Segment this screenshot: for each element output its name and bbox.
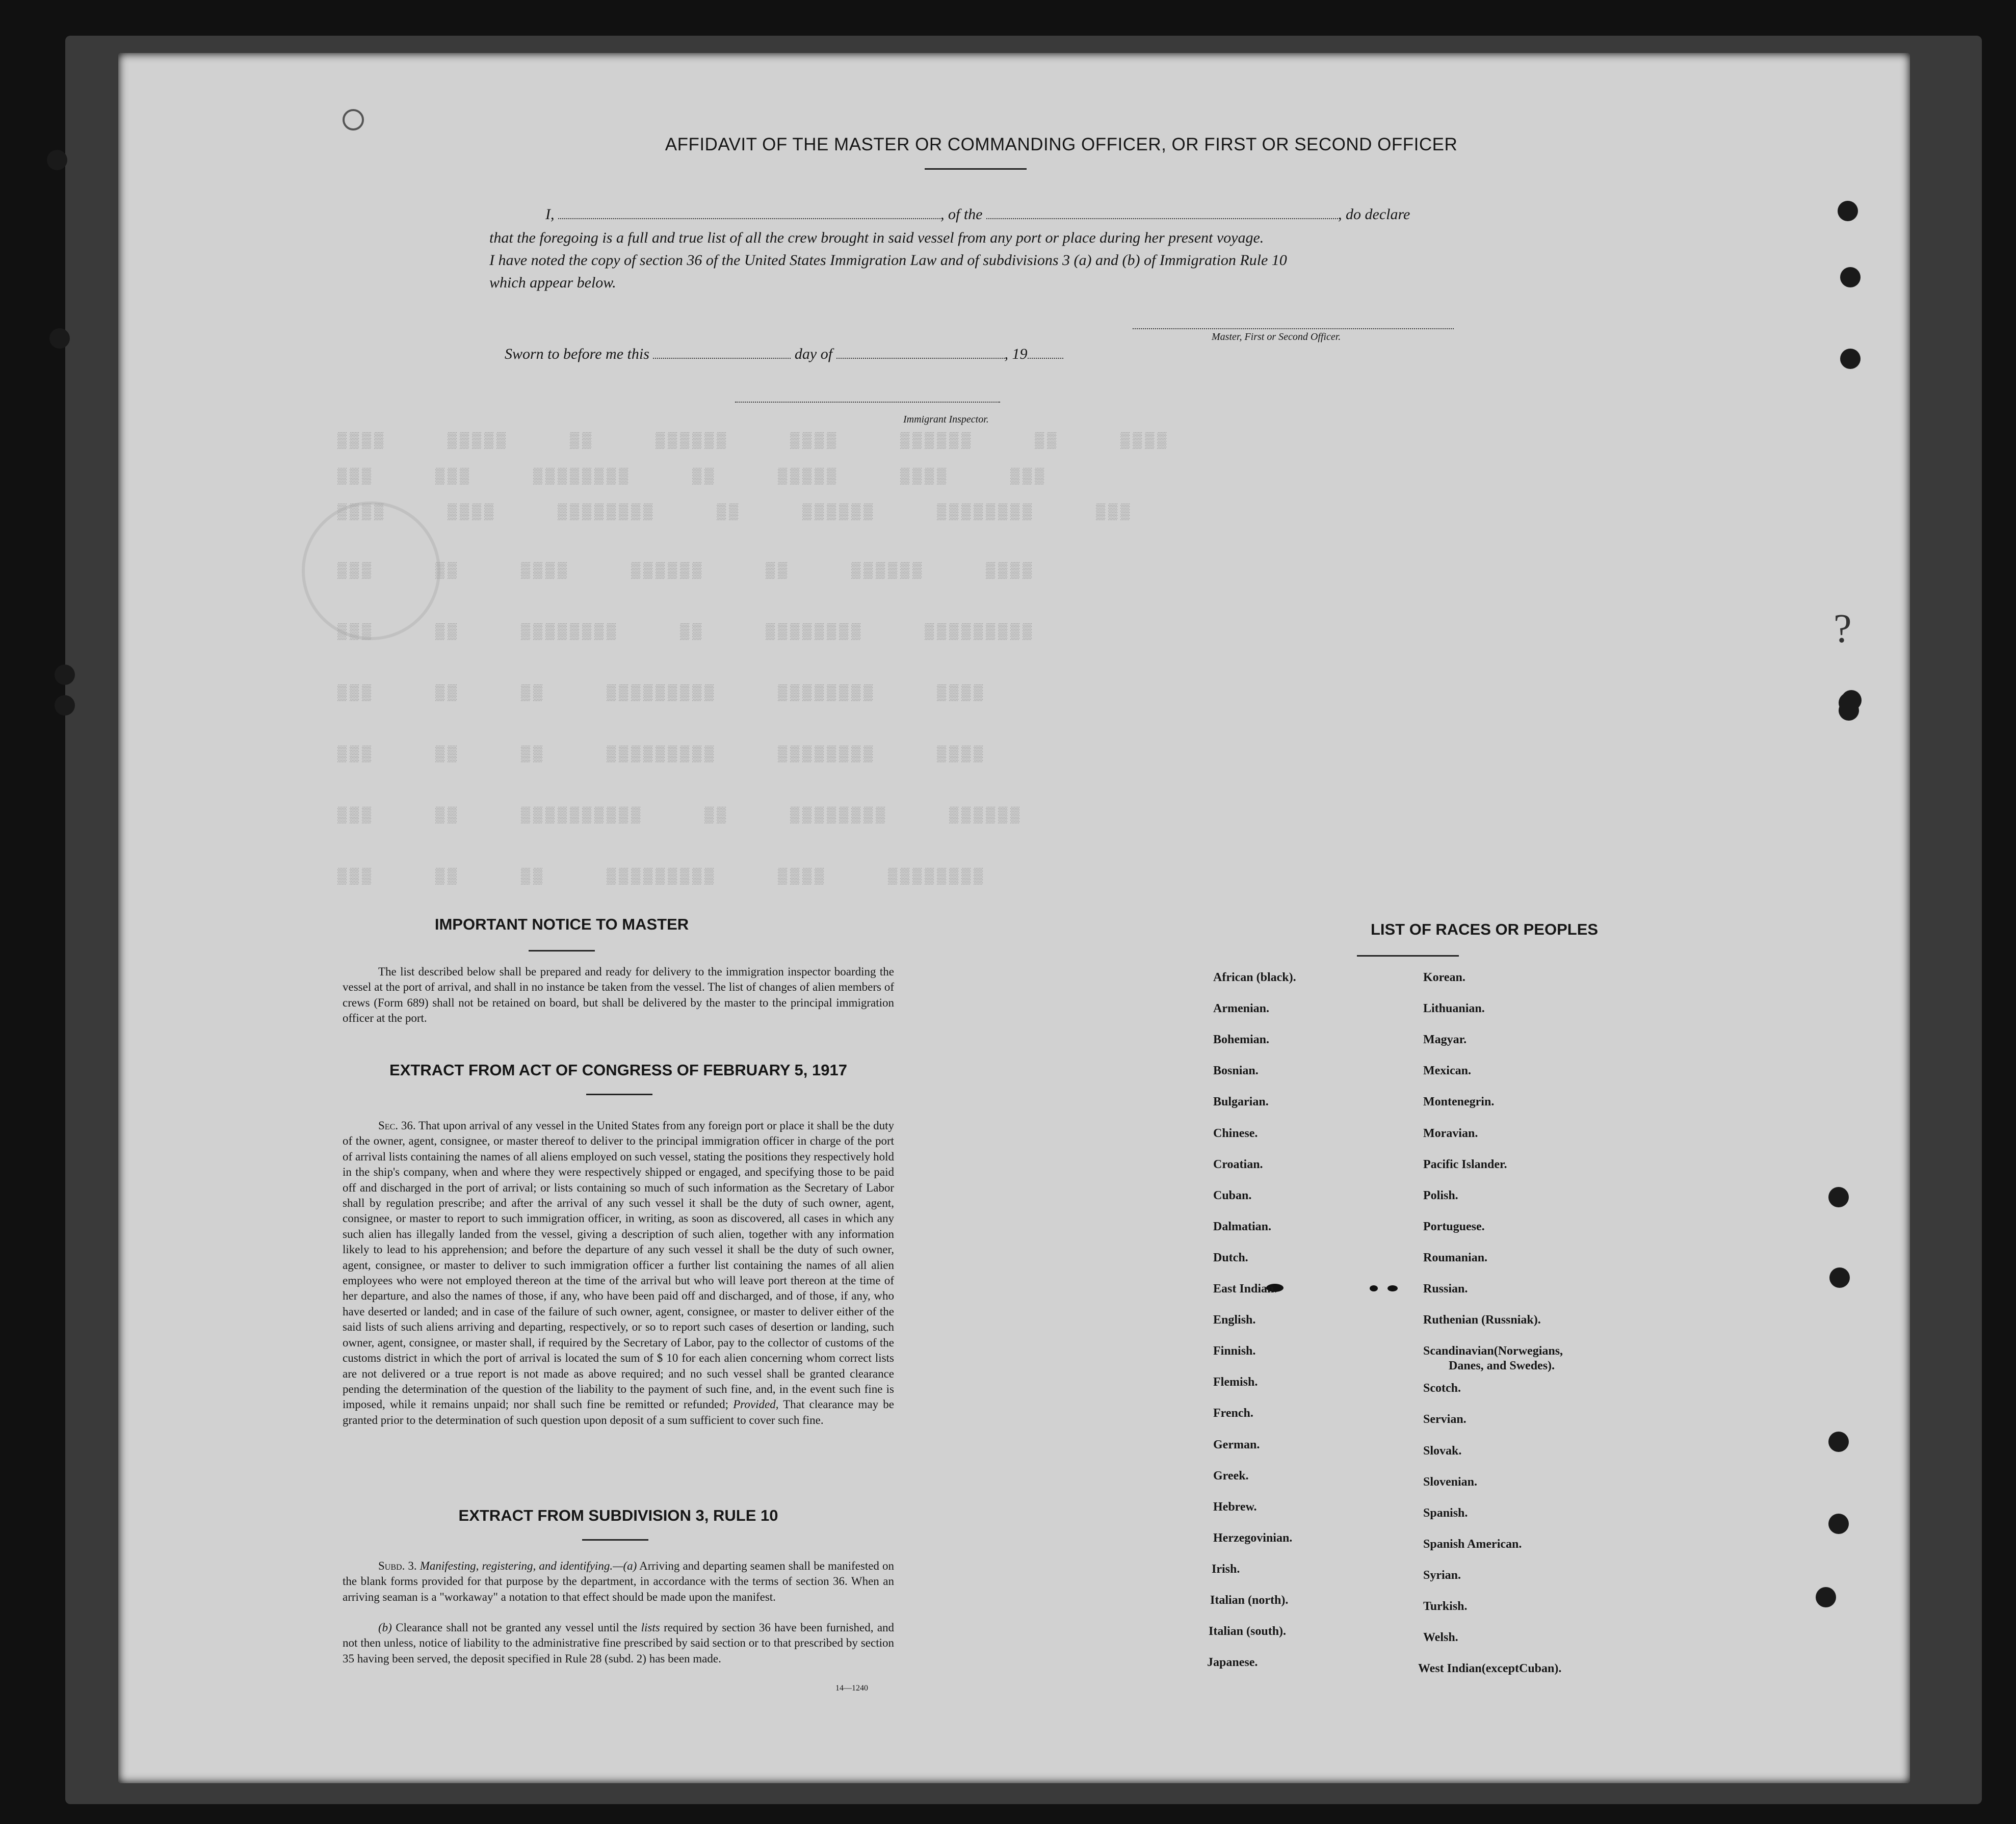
act-section-label: Sec. 36. [378,1119,416,1132]
affidavit-line-2: that the foregoing is a full and true list of all the crew brought in said vessel from any port or place during her present voyage. [489,229,1264,246]
punch-hole [1828,1514,1849,1534]
form-page [118,53,1910,1783]
race-entry: Polish. [1423,1188,1458,1202]
race-entry: Korean. [1423,971,1465,984]
affidavit-title: AFFIDAVIT OF THE MASTER OR COMMANDING OFFICER, OR FIRST OR SECOND OFFICER [665,135,1458,154]
race-entry: French. [1213,1407,1253,1420]
race-entry: East Indian. [1213,1282,1277,1296]
race-entry: Italian (north). [1210,1594,1289,1607]
race-entry: Italian (south). [1209,1625,1287,1638]
race-entry: Turkish. [1423,1600,1468,1613]
bleed-through-row: ▒▒▒ ▒▒ ▒▒ ▒▒▒▒▒▒▒▒▒ ▒▒▒▒ ▒▒▒▒▒▒▒▒ [337,868,986,886]
rule10-subd-title: Manifesting, registering, and identifying.—(a) [420,1559,637,1572]
race-entry: Spanish American. [1423,1537,1522,1551]
race-entry: Flemish. [1213,1376,1258,1389]
races-rule [1357,955,1459,957]
rule10-para-b [343,1620,894,1667]
affidavit-line-1 [545,205,1410,223]
race-entry: English. [1213,1313,1256,1327]
race-entry: Slovenian. [1423,1475,1478,1489]
race-entry: Hebrew. [1213,1500,1257,1514]
punch-hole [1839,693,1859,713]
race-entry: Dutch. [1213,1251,1248,1264]
punch-hole [1828,1187,1849,1207]
race-entry: Welsh. [1423,1631,1458,1645]
race-entry: West Indian(exceptCuban). [1418,1662,1562,1676]
rule10-para-b-text-2: required by section 36 have been furnished, and not then unless, notice of liability to the administrative fine prescribed by said section or to that prescribed by section 35 having been served, the deposit specified in Rule 28 (subd. 2) has been made. [343,1621,895,1665]
race-entry: Armenian. [1213,1002,1269,1016]
punch-hole [49,328,70,349]
act-text [343,1118,894,1428]
bleed-through-row: ▒▒▒ ▒▒ ▒▒▒▒▒▒▒▒▒▒ ▒▒ ▒▒▒▒▒▒▒▒ ▒▒▒▒▒▒ [337,807,1023,825]
race-entry: Croatian. [1213,1157,1263,1171]
punch-hole [55,665,75,685]
race-entry: Servian. [1423,1413,1467,1426]
race-entry: Portuguese. [1423,1220,1485,1233]
race-entry: Chinese. [1213,1126,1258,1140]
punch-hole [1838,201,1858,221]
race-entry: Montenegrin. [1423,1095,1495,1109]
race-entry: Bulgarian. [1213,1095,1269,1109]
race-entry: Pacific Islander. [1423,1157,1507,1171]
bleed-through-row: ▒▒▒ ▒▒ ▒▒▒▒ ▒▒▒▒▒▒ ▒▒ ▒▒▒▒▒▒ ▒▒▒▒ [337,563,1035,580]
affidavit-line-3: I have noted the copy of section 36 of the United States Immigration Law and of subdivisions 3 (a) and (b) of Immigration Rule 10 [489,252,1287,269]
sworn-year-prefix: , 19 [1004,346,1028,362]
race-entry: Bohemian. [1213,1033,1270,1047]
race-entry: Russian. [1423,1282,1468,1296]
notice-rule [529,950,595,951]
affidavit-pronoun: I, [545,206,555,223]
race-entry: Herzegovinian. [1213,1531,1293,1545]
rule10-b-label: (b) [378,1621,392,1634]
ink-blot [1387,1285,1398,1291]
sworn-month-blank[interactable] [836,345,1005,359]
rule10-subd-label: Subd. 3. [378,1559,417,1572]
master-signature-caption: Master, First or Second Officer. [1212,331,1341,342]
race-entry: Cuban. [1213,1188,1252,1202]
punch-hole [1840,349,1861,369]
affidavit-of-the: , of the [940,206,983,223]
punch-hole [1828,1432,1849,1452]
punch-hole [47,150,67,170]
punch-hole [1816,1587,1836,1607]
race-entry: German. [1213,1438,1260,1451]
sworn-day-of: day of [794,346,833,362]
rule10-para-a [343,1558,894,1605]
races-heading: LIST OF RACES OR PEOPLES [1370,920,1599,938]
ink-blot [1370,1285,1378,1291]
act-provided-label: Provided, [733,1398,779,1411]
punch-hole [1829,1267,1850,1288]
notice-text: The list described below shall be prepared and ready for delivery to the immigration inspector boarding the vessel at the port of arrival, and shall in no instance be taken from the vessel. The list of changes of alien members of crews (Form 689) shall not be retained on board, but shall be delivered by the master to the principal immigration officer at the port. [343,965,894,1025]
affidavit-do-declare: , do declare [1338,206,1410,223]
act-heading: EXTRACT FROM ACT OF CONGRESS OF FEBRUARY 5, 1917 [389,1061,847,1079]
race-entry: Greek. [1213,1469,1249,1483]
race-entry: Spanish. [1423,1506,1468,1520]
act-provided-text: That clearance may be granted prior to the determination of such question upon deposit of a sum sufficient to cover such fine. [343,1398,894,1426]
race-entry: Magyar. [1423,1033,1467,1047]
title-rule [925,168,1027,170]
race-entry: Danes, and Swedes). [1449,1359,1555,1373]
bleed-through-row: ▒▒▒ ▒▒ ▒▒ ▒▒▒▒▒▒▒▒▒ ▒▒▒▒▒▒▒▒ ▒▒▒▒ [337,685,986,702]
race-entry: Ruthenian (Russniak). [1423,1313,1541,1327]
bleed-through-row: ▒▒▒ ▒▒ ▒▒▒▒▒▒▒▒ ▒▒ ▒▒▒▒▒▒▒▒ ▒▒▒▒▒▒▒▒▒ [337,624,1035,641]
race-entry: Finnish. [1213,1344,1256,1358]
bleed-through-row: ▒▒▒▒ ▒▒▒▒▒ ▒▒ ▒▒▒▒▒▒ ▒▒▒▒ ▒▒▒▒▒▒ ▒▒ ▒▒▒▒ [337,433,1170,450]
rule10-para-b-text-1: Clearance shall not be granted any vessel until the [396,1621,638,1634]
bleed-through-row: ▒▒▒ ▒▒ ▒▒ ▒▒▒▒▒▒▒▒▒ ▒▒▒▒▒▒▒▒ ▒▒▒▒ [337,746,986,763]
race-entry: Scandinavian(Norwegians, [1423,1344,1563,1358]
race-entry: Slovak. [1423,1444,1462,1458]
race-entry: African (black). [1213,971,1296,984]
act-rule [586,1094,652,1095]
punch-hole [343,109,364,130]
race-entry: Moravian. [1423,1126,1478,1140]
rule10-heading: EXTRACT FROM SUBDIVISION 3, RULE 10 [458,1506,778,1524]
affidavit-line-4: which appear below. [489,274,616,291]
notice-heading: IMPORTANT NOTICE TO MASTER [434,915,689,933]
pencil-mark: ? [1834,606,1852,651]
race-entry: Roumanian. [1423,1251,1488,1264]
race-entry: Lithuanian. [1423,1002,1485,1016]
race-entry: Irish. [1212,1562,1240,1576]
rule10-rule [582,1539,648,1541]
master-signature-line[interactable] [1133,328,1454,329]
inspector-caption: Immigrant Inspector. [903,414,989,425]
sworn-line [505,345,1063,363]
sworn-day-blank[interactable] [653,345,791,359]
sworn-year-blank[interactable] [1028,345,1063,359]
race-entry: Bosnian. [1213,1064,1259,1078]
bleed-through-row: ▒▒▒ ▒▒▒ ▒▒▒▒▒▒▒▒ ▒▒ ▒▒▒▒▒ ▒▒▒▒ ▒▒▒ [337,468,1048,486]
rule10-para-b-lists: lists [641,1621,660,1634]
sworn-prefix: Sworn to before me this [505,346,649,362]
punch-hole [55,695,75,716]
punch-hole [1840,267,1861,287]
race-entry: Dalmatian. [1213,1220,1271,1233]
master-name-blank[interactable] [558,205,940,219]
race-entry: Syrian. [1423,1568,1461,1582]
rule10-para-a-text: Arriving and departing seamen shall be manifested on the blank forms provided for that purpose by the department, in accordance with the terms of section 36. When an arriving seaman is a "workaway" a notation to that effect should be made upon the manifest. [343,1559,895,1603]
vessel-name-blank[interactable] [986,205,1338,219]
race-entry: Japanese. [1207,1656,1258,1670]
race-entry: Scotch. [1423,1382,1461,1395]
act-section-text: That upon arrival of any vessel in the United States from any foreign port or place it shall be the duty of the owner, agent, consignee, or master thereof to deliver to the principal immigration officer in charge of the port of arrival lists containing the names of all aliens employed on such vessel, stating the positions they respectively hold in the ship's company, when and where they were respectively shipped or engaged, and specifying those to be paid off and discharged in the port of arrival; or lists containing so much of such information as the Secretary of Labor shall by regulation prescribe; and after the arrival of any such vessel it shall be the duty of such owner, agent, consignee, or master to report to such immigration officer, in writing, as soon as discovered, all cases in which any such alien has illegally landed from the vessel, giving a description of such alien, together with any information likely to lead to his apprehension; and before the departure of any such vessel it shall be the duty of such owner, agent, consignee, or master to deliver to such immigration officer a further list containing the names of all alien employees who were not employed thereon at the time of the arrival but who will leave port thereon at the time of her departure, and also the names of those, if any, who have been paid off and discharged, and of those, if any, who have deserted or landed; and in case of the failure of such owner, agent, consignee, or master to deliver either of the said lists of such aliens arriving and departing, respectively, or so to report such cases of desertion or landing, such owner, agent, consignee, or master shall, if required by the Secretary of Labor, pay to the collector of customs of the customs district in which the port of arrival is located the sum of $ 10 for each alien concerning whom correct lists are not delivered or a true report is not made as above required; and no such vessel shall be granted clearance pending the determination of the question of the liability to the payment of such fine, and, in the event such fine is imposed, while it remains unpaid; nor shall such fine be remitted or refunded; [343,1119,894,1411]
race-entry: Mexican. [1423,1064,1471,1078]
form-number: 14—1240 [835,1684,868,1693]
inspector-signature-line[interactable] [735,402,1000,403]
bleed-through-row: ▒▒▒▒ ▒▒▒▒ ▒▒▒▒▒▒▒▒ ▒▒ ▒▒▒▒▒▒ ▒▒▒▒▒▒▒▒ ▒▒▒ [337,504,1133,521]
